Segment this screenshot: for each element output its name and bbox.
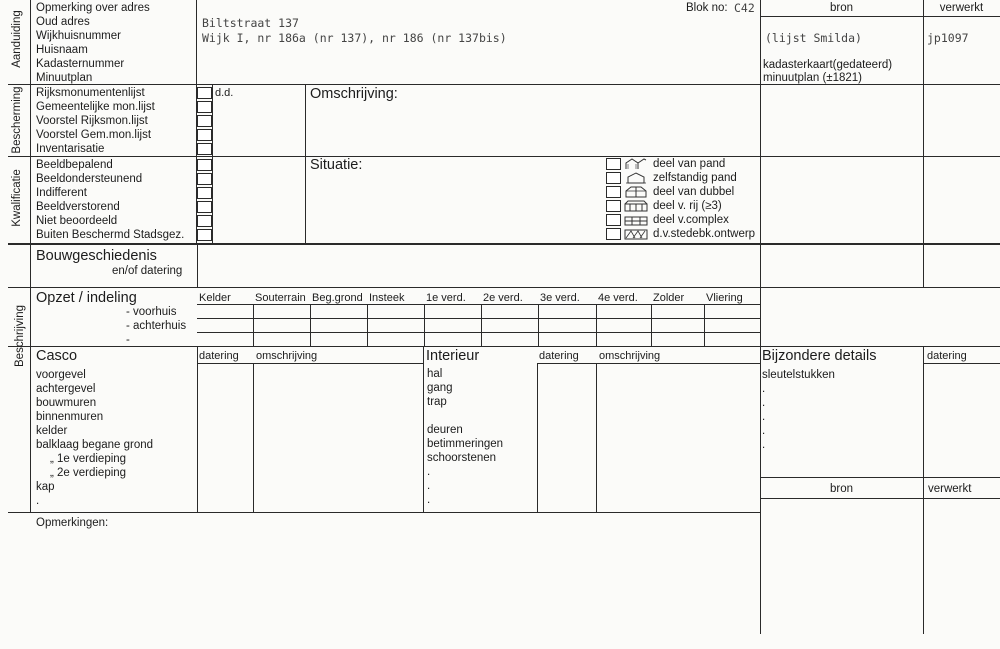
label-oud-adres: Oud adres bbox=[36, 16, 90, 28]
opzet-title: Opzet / indeling bbox=[36, 290, 137, 306]
opzet-col-kelder: Kelder bbox=[199, 292, 231, 304]
interieur-item-trap: trap bbox=[427, 396, 447, 408]
checkbox-beeldverstorend[interactable] bbox=[197, 201, 212, 213]
wijkhuisnummer-value[interactable]: Wijk I, nr 186a (nr 137), nr 186 (nr 137bis) bbox=[202, 31, 507, 45]
interieur-title: Interieur bbox=[426, 348, 480, 364]
checkbox-voorstel-rijksmon-lijst[interactable] bbox=[197, 115, 212, 127]
aanduiding-labels bbox=[36, 1, 150, 85]
option-zelfstandig-pand: zelfstandig pand bbox=[653, 172, 737, 184]
situatie-label: Situatie: bbox=[310, 157, 363, 173]
section-label-kwalificatie: Kwalificatie bbox=[11, 169, 23, 227]
casco-item-kap: kap bbox=[36, 481, 55, 493]
option-deel-v-rij: deel v. rij (≥3) bbox=[653, 200, 722, 212]
checkbox-stedebk-ontwerp[interactable] bbox=[606, 228, 621, 240]
label-inventarisatie: Inventarisatie bbox=[36, 143, 105, 155]
bijzondere-item-dot-4: . bbox=[762, 425, 766, 437]
blok-label: Blok no: bbox=[686, 2, 728, 14]
label-voorstel-gem-mon-lijst: Voorstel Gem.mon.lijst bbox=[36, 129, 152, 141]
casco-item-voorgevel: voorgevel bbox=[36, 369, 86, 381]
checkbox-gemeentelijke-mon-lijst[interactable] bbox=[197, 101, 212, 113]
label-beeldbepalend: Beeldbepalend bbox=[36, 159, 113, 171]
interieur-item-dot-3: . bbox=[427, 494, 431, 506]
option-deel-van-pand: deel van pand bbox=[653, 158, 726, 170]
opmerkingen-field[interactable] bbox=[30, 532, 758, 632]
complex-icon bbox=[624, 214, 648, 226]
bijzondere-item-sleutelstukken: sleutelstukken bbox=[762, 369, 835, 381]
checkbox-niet-beoordeeld[interactable] bbox=[197, 215, 212, 227]
interieur-item-hal: hal bbox=[427, 368, 443, 380]
interieur-omschrijving-header: omschrijving bbox=[599, 350, 661, 362]
casco-item-binnenmuren: binnenmuren bbox=[36, 411, 104, 423]
bijzondere-item-dot-5: . bbox=[762, 439, 766, 451]
bescherming-labels bbox=[36, 86, 155, 156]
option-deel-van-dubbel: deel van dubbel bbox=[653, 186, 735, 198]
interieur-item-blank bbox=[427, 409, 503, 423]
checkbox-deel-van-dubbel[interactable] bbox=[606, 186, 621, 198]
omschrijving-label: Omschrijving: bbox=[310, 86, 398, 102]
interieur-datering-header: datering bbox=[539, 350, 579, 362]
bijzondere-item-dot-1: . bbox=[762, 383, 766, 395]
checkbox-zelfstandig-pand[interactable] bbox=[606, 172, 621, 184]
bouwgeschiedenis-subtitle: en/of datering bbox=[112, 265, 183, 277]
part-building-icon bbox=[624, 158, 648, 170]
casco-item-2e-verdieping: „ 2e verdieping bbox=[50, 467, 127, 479]
opzet-col-zolder: Zolder bbox=[653, 292, 685, 304]
bijzondere-items bbox=[762, 368, 835, 452]
checkbox-rijksmonumentenlijst[interactable] bbox=[197, 87, 212, 99]
bron-value[interactable]: (lijst Smilda) bbox=[765, 31, 862, 45]
checkbox-deel-v-rij[interactable] bbox=[606, 200, 621, 212]
interieur-item-deuren: deuren bbox=[427, 424, 463, 436]
checkbox-deel-v-complex[interactable] bbox=[606, 214, 621, 226]
interieur-item-schoorstenen: schoorstenen bbox=[427, 452, 497, 464]
label-indifferent: Indifferent bbox=[36, 187, 87, 199]
interieur-item-dot-1: . bbox=[427, 466, 431, 478]
label-huisnaam: Huisnaam bbox=[36, 44, 88, 56]
checkbox-inventarisatie[interactable] bbox=[197, 143, 212, 155]
bijzondere-item-dot-3: . bbox=[762, 411, 766, 423]
label-beeldondersteunend: Beeldondersteunend bbox=[36, 173, 143, 185]
label-beeldverstorend: Beeldverstorend bbox=[36, 201, 120, 213]
opmerkingen-label: Opmerkingen: bbox=[36, 517, 109, 529]
label-rijksmonumentenlijst: Rijksmonumentenlijst bbox=[36, 87, 145, 99]
label-wijkhuisnummer: Wijkhuisnummer bbox=[36, 30, 121, 42]
interieur-item-dot-2: . bbox=[427, 480, 431, 492]
casco-title: Casco bbox=[36, 348, 78, 364]
kwalificatie-labels bbox=[36, 158, 184, 242]
opzet-col-1e-verd: 1e verd. bbox=[426, 292, 466, 304]
bouwgeschiedenis-title: Bouwgeschiedenis bbox=[36, 248, 157, 264]
checkbox-indifferent[interactable] bbox=[197, 187, 212, 199]
opzet-row-voorhuis: - voorhuis bbox=[126, 306, 177, 318]
opzet-col-insteek: Insteek bbox=[369, 292, 405, 304]
interieur-item-gang: gang bbox=[427, 382, 453, 394]
opzet-col-souterrain: Souterrain bbox=[255, 292, 306, 304]
urban-design-icon bbox=[624, 228, 648, 240]
label-voorstel-rijksmon-lijst: Voorstel Rijksmon.lijst bbox=[36, 115, 148, 127]
bijzondere-verwerkt-header: verwerkt bbox=[928, 483, 972, 495]
label-opmerking-adres: Opmerking over adres bbox=[36, 2, 150, 14]
opzet-col-vliering: Vliering bbox=[706, 292, 743, 304]
section-label-bescherming: Bescherming bbox=[11, 86, 23, 154]
section-label-aanduiding: Aanduiding bbox=[11, 10, 23, 68]
bron-header: bron bbox=[829, 2, 854, 14]
interieur-item-betimmeringen: betimmeringen bbox=[427, 438, 504, 450]
opzet-col-beg-grond: Beg.grond bbox=[312, 292, 363, 304]
checkbox-buiten-beschermd[interactable] bbox=[197, 229, 212, 241]
bijzondere-datering-header: datering bbox=[927, 350, 967, 362]
bron-kadasterkaart: kadasterkaart(gedateerd) bbox=[763, 59, 893, 71]
bron-minuutplan: minuutplan (±1821) bbox=[763, 72, 863, 84]
standalone-building-icon bbox=[624, 172, 648, 184]
casco-item-balklaag: balklaag begane grond bbox=[36, 439, 154, 451]
option-stedebk-ontwerp: d.v.stedebk.ontwerp bbox=[653, 228, 756, 240]
casco-item-kelder: kelder bbox=[36, 425, 68, 437]
opzet-col-3e-verd: 3e verd. bbox=[540, 292, 580, 304]
label-gemeentelijke-mon-lijst: Gemeentelijke mon.lijst bbox=[36, 101, 155, 113]
opzet-col-4e-verd: 4e verd. bbox=[598, 292, 638, 304]
label-niet-beoordeeld: Niet beoordeeld bbox=[36, 215, 118, 227]
option-deel-v-complex: deel v.complex bbox=[653, 214, 729, 226]
verwerkt-header: verwerkt bbox=[939, 2, 984, 14]
row-house-icon bbox=[624, 200, 648, 212]
interieur-items bbox=[427, 367, 503, 507]
checkbox-deel-van-pand[interactable] bbox=[606, 158, 621, 170]
opzet-col-2e-verd: 2e verd. bbox=[483, 292, 523, 304]
checkbox-beeldondersteunend[interactable] bbox=[197, 173, 212, 185]
checkbox-voorstel-gem-mon-lijst[interactable] bbox=[197, 129, 212, 141]
casco-item-achtergevel: achtergevel bbox=[36, 383, 96, 395]
oud-adres-value[interactable]: Biltstraat 137 bbox=[202, 16, 299, 30]
label-minuutplan: Minuutplan bbox=[36, 72, 93, 84]
bijzondere-item-dot-2: . bbox=[762, 397, 766, 409]
bijzondere-bron-header: bron bbox=[829, 483, 854, 495]
section-label-beschrijving: Beschrijving bbox=[14, 305, 26, 367]
opzet-row-achterhuis: - achterhuis bbox=[126, 320, 187, 332]
casco-omschrijving-header: omschrijving bbox=[256, 350, 318, 362]
casco-item-1e-verdieping: „ 1e verdieping bbox=[50, 453, 127, 465]
checkbox-beeldbepalend[interactable] bbox=[197, 159, 212, 171]
label-buiten-beschermd: Buiten Beschermd Stadsgez. bbox=[36, 229, 185, 241]
blok-value[interactable]: C42 bbox=[734, 1, 755, 15]
situatie-options bbox=[653, 157, 755, 241]
casco-item-dot: . bbox=[36, 495, 40, 507]
verwerkt-value[interactable]: jp1097 bbox=[927, 31, 969, 45]
dd-label: d.d. bbox=[215, 87, 234, 99]
bijzondere-title: Bijzondere details bbox=[762, 348, 877, 364]
label-kadasternummer: Kadasternummer bbox=[36, 58, 125, 70]
casco-items bbox=[36, 368, 153, 508]
opzet-row-empty: - bbox=[126, 334, 130, 346]
casco-datering-header: datering bbox=[199, 350, 239, 362]
casco-item-bouwmuren: bouwmuren bbox=[36, 397, 97, 409]
semi-detached-icon bbox=[624, 186, 648, 198]
